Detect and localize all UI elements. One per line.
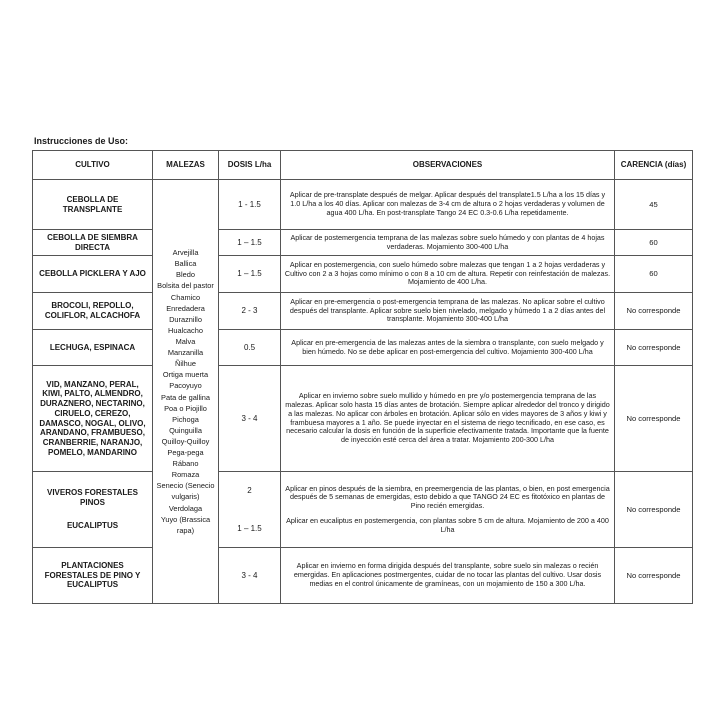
dosis-cell: 3 - 4 bbox=[219, 548, 281, 604]
observaciones-cell: Aplicar en invierno en forma dirigida después del transplante, sobre suelo sin malezas o recién emergidas. En aplicaciones postmergentes, cuidar de no tocar las plantas del cultivo. Usar dosis medias en el control únicamente de gramíneas, con un mojamiento de 150 a 300 L/ha. bbox=[281, 548, 615, 604]
maleza-item: Ortiga muerta bbox=[162, 370, 209, 380]
table-header-row bbox=[33, 151, 693, 180]
maleza-item: Pata de gallina bbox=[161, 392, 210, 402]
maleza-item: Quinguilla bbox=[169, 425, 202, 435]
table-row bbox=[33, 366, 693, 472]
dosis-pinos: 2 bbox=[247, 485, 252, 495]
cultivo-cell: BROCOLI, REPOLLO, COLIFLOR, ALCACHOFA bbox=[33, 293, 153, 330]
maleza-item: Rábano bbox=[172, 459, 199, 469]
cultivo-eucaliptus: EUCALIPTUS bbox=[66, 521, 119, 531]
cultivo-cell: CEBOLLA DE TRANSPLANTE bbox=[33, 180, 153, 230]
obs-pinos: Aplicar en pinos después de la siembra, en preemergencia de las plantas, o bien, en post emergencia después de 5 semanas de emergidas, esto debido a que TANGO 24 EC es fitotóxico en plantas de Pino recién emergidas. bbox=[285, 483, 610, 511]
dosis-cell bbox=[219, 472, 281, 548]
usage-table bbox=[32, 150, 693, 604]
maleza-item: Duraznillo bbox=[169, 314, 202, 324]
observaciones-cell: Aplicar de pre-transplate después de melgar. Aplicar después del transplate1.5 L/ha a los 15 días y 1.0 L/ha a los 40 días. Aplicar con malezas de 3-4 cm de altura o 2 hojas verdaderas y volumen de agua 400 L/ha. En post-transplate Tango 24 EC 0.3-0.6 L/ha repetidamente. bbox=[281, 180, 615, 230]
header-observaciones: OBSERVACIONES bbox=[281, 151, 615, 180]
maleza-item: Bolsita del pastor bbox=[157, 281, 214, 291]
carencia-cell: No corresponde bbox=[615, 472, 693, 548]
maleza-item: Yuyo (Brassica rapa) bbox=[160, 514, 211, 535]
table-row bbox=[33, 256, 693, 293]
carencia-cell: 60 bbox=[615, 256, 693, 293]
table-row bbox=[33, 472, 693, 548]
carencia-cell: 60 bbox=[615, 230, 693, 256]
maleza-item: Pega-pega bbox=[167, 448, 204, 458]
maleza-item: Chamico bbox=[170, 292, 201, 302]
maleza-item: Arvejilla bbox=[172, 248, 199, 258]
observaciones-cell: Aplicar en postemergencia, con suelo húmedo sobre malezas que tengan 1 a 2 hojas verdaderas y Cultivo con 2 a 3 hojas como mínimo o con 8 a 10 cm de altura. Repetir con reinfestación de malezas. Mojamiento de 400 L/ha. bbox=[281, 256, 615, 293]
observaciones-cell bbox=[281, 472, 615, 548]
cultivo-cell: CEBOLLA PICKLERA Y AJO bbox=[33, 256, 153, 293]
maleza-item: Quilloy-Quilloy bbox=[161, 436, 210, 446]
maleza-item: Ballica bbox=[174, 259, 197, 269]
maleza-item: Poa o Piojillo bbox=[164, 403, 207, 413]
header-malezas: MALEZAS bbox=[153, 151, 219, 180]
maleza-item: Pichoga bbox=[172, 414, 199, 424]
maleza-item: Hualcacho bbox=[168, 325, 203, 335]
cultivo-cell bbox=[33, 472, 153, 548]
cultivo-cell: LECHUGA, ESPINACA bbox=[33, 330, 153, 366]
dosis-cell: 1 – 1.5 bbox=[219, 256, 281, 293]
dosis-eucaliptus: 1 – 1.5 bbox=[237, 523, 262, 533]
header-carencia: CARENCIA (días) bbox=[615, 151, 693, 180]
dosis-cell: 1 – 1.5 bbox=[219, 230, 281, 256]
maleza-item: Ñilhue bbox=[175, 359, 196, 369]
table-row bbox=[33, 180, 693, 230]
header-dosis: DOSIS L/ha bbox=[219, 151, 281, 180]
page-title: Instrucciones de Uso: bbox=[34, 136, 129, 146]
table-row bbox=[33, 330, 693, 366]
dosis-cell: 1 - 1.5 bbox=[219, 180, 281, 230]
maleza-item: Romaza bbox=[171, 470, 200, 480]
maleza-item: Verdolaga bbox=[168, 503, 203, 513]
carencia-cell: 45 bbox=[615, 180, 693, 230]
cultivo-cell: VID, MANZANO, PERAL, KIWI, PALTO, ALMENDRO, DURAZNERO, NECTARINO, CIRUELO, CEREZO, DAMASCO, NOGAL, OLIVO, ARANDANO, FRAMBUESO, CRANBERRIE, NARANJO, POMELO, MANDARINO bbox=[33, 366, 153, 472]
table-row bbox=[33, 548, 693, 604]
carencia-cell: No corresponde bbox=[615, 330, 693, 366]
observaciones-cell: Aplicar en pre-emergencia de las malezas antes de la siembra o transplante, con suelo melgado y bien húmedo. No se debe aplicar en post-emergencia del cultivo. Mojamiento 300-400 L/ha bbox=[281, 330, 615, 366]
carencia-cell: No corresponde bbox=[615, 548, 693, 604]
carencia-cell: No corresponde bbox=[615, 366, 693, 472]
table-row bbox=[33, 230, 693, 256]
cultivo-cell: CEBOLLA DE SIEMBRA DIRECTA bbox=[33, 230, 153, 256]
cultivo-cell: PLANTACIONES FORESTALES DE PINO Y EUCALIPTUS bbox=[33, 548, 153, 604]
maleza-item: Manzanilla bbox=[167, 348, 204, 358]
maleza-item: Malva bbox=[175, 336, 196, 346]
observaciones-cell: Aplicar en invierno sobre suelo mullido y húmedo en pre y/o postemergencia temprana de las malezas. Aplicar solo hasta 15 días antes de brotación. Siempre aplicar alrededor del tronco y dirigido a las malezas. No aplicar con árboles en brotación. Aplicar sólo en vides mayores de 3 años y kiwi y frambuesa mayores a 1 año. Se puede inyectar en el sistema de riego tecnificado, en ese caso, es necesario calcular la dosis en función de la superficie efectivamente tratada. Importante que la fuente de inyección esté cerca del área a tratar. Mojamiento 200-300 L/ha bbox=[281, 366, 615, 472]
observaciones-cell: Aplicar en pre-emergencia o post-emergencia temprana de las malezas. No aplicar sobre el cultivo después del transplante. Aplicar sobre suelo bien nivelado, melgado y húmedo 1 a 2 días antes del transplante. Mojamiento 300-400 L/ha bbox=[281, 293, 615, 330]
table-row bbox=[33, 293, 693, 330]
dosis-cell: 0.5 bbox=[219, 330, 281, 366]
obs-eucaliptus: Aplicar en eucaliptus en postemergencia, con plantas sobre 5 cm de altura. Mojamiento de 200 a 400 L/ha bbox=[286, 515, 609, 534]
header-cultivo: CULTIVO bbox=[33, 151, 153, 180]
maleza-item: Enredadera bbox=[166, 303, 205, 313]
maleza-item: Bledo bbox=[176, 270, 195, 280]
dosis-cell: 2 - 3 bbox=[219, 293, 281, 330]
observaciones-cell: Aplicar de postemergencia temprana de las malezas sobre suelo húmedo y con plantas de 4 hojas verdaderas. Mojamiento 300-400 L/ha bbox=[281, 230, 615, 256]
maleza-item: Pacoyuyo bbox=[169, 381, 202, 391]
carencia-cell: No corresponde bbox=[615, 293, 693, 330]
cultivo-pinos: VIVEROS FORESTALES PINOS bbox=[47, 487, 138, 507]
dosis-cell: 3 - 4 bbox=[219, 366, 281, 472]
maleza-item: Senecio (Senecio vulgaris) bbox=[156, 481, 215, 502]
malezas-cell bbox=[153, 180, 219, 604]
